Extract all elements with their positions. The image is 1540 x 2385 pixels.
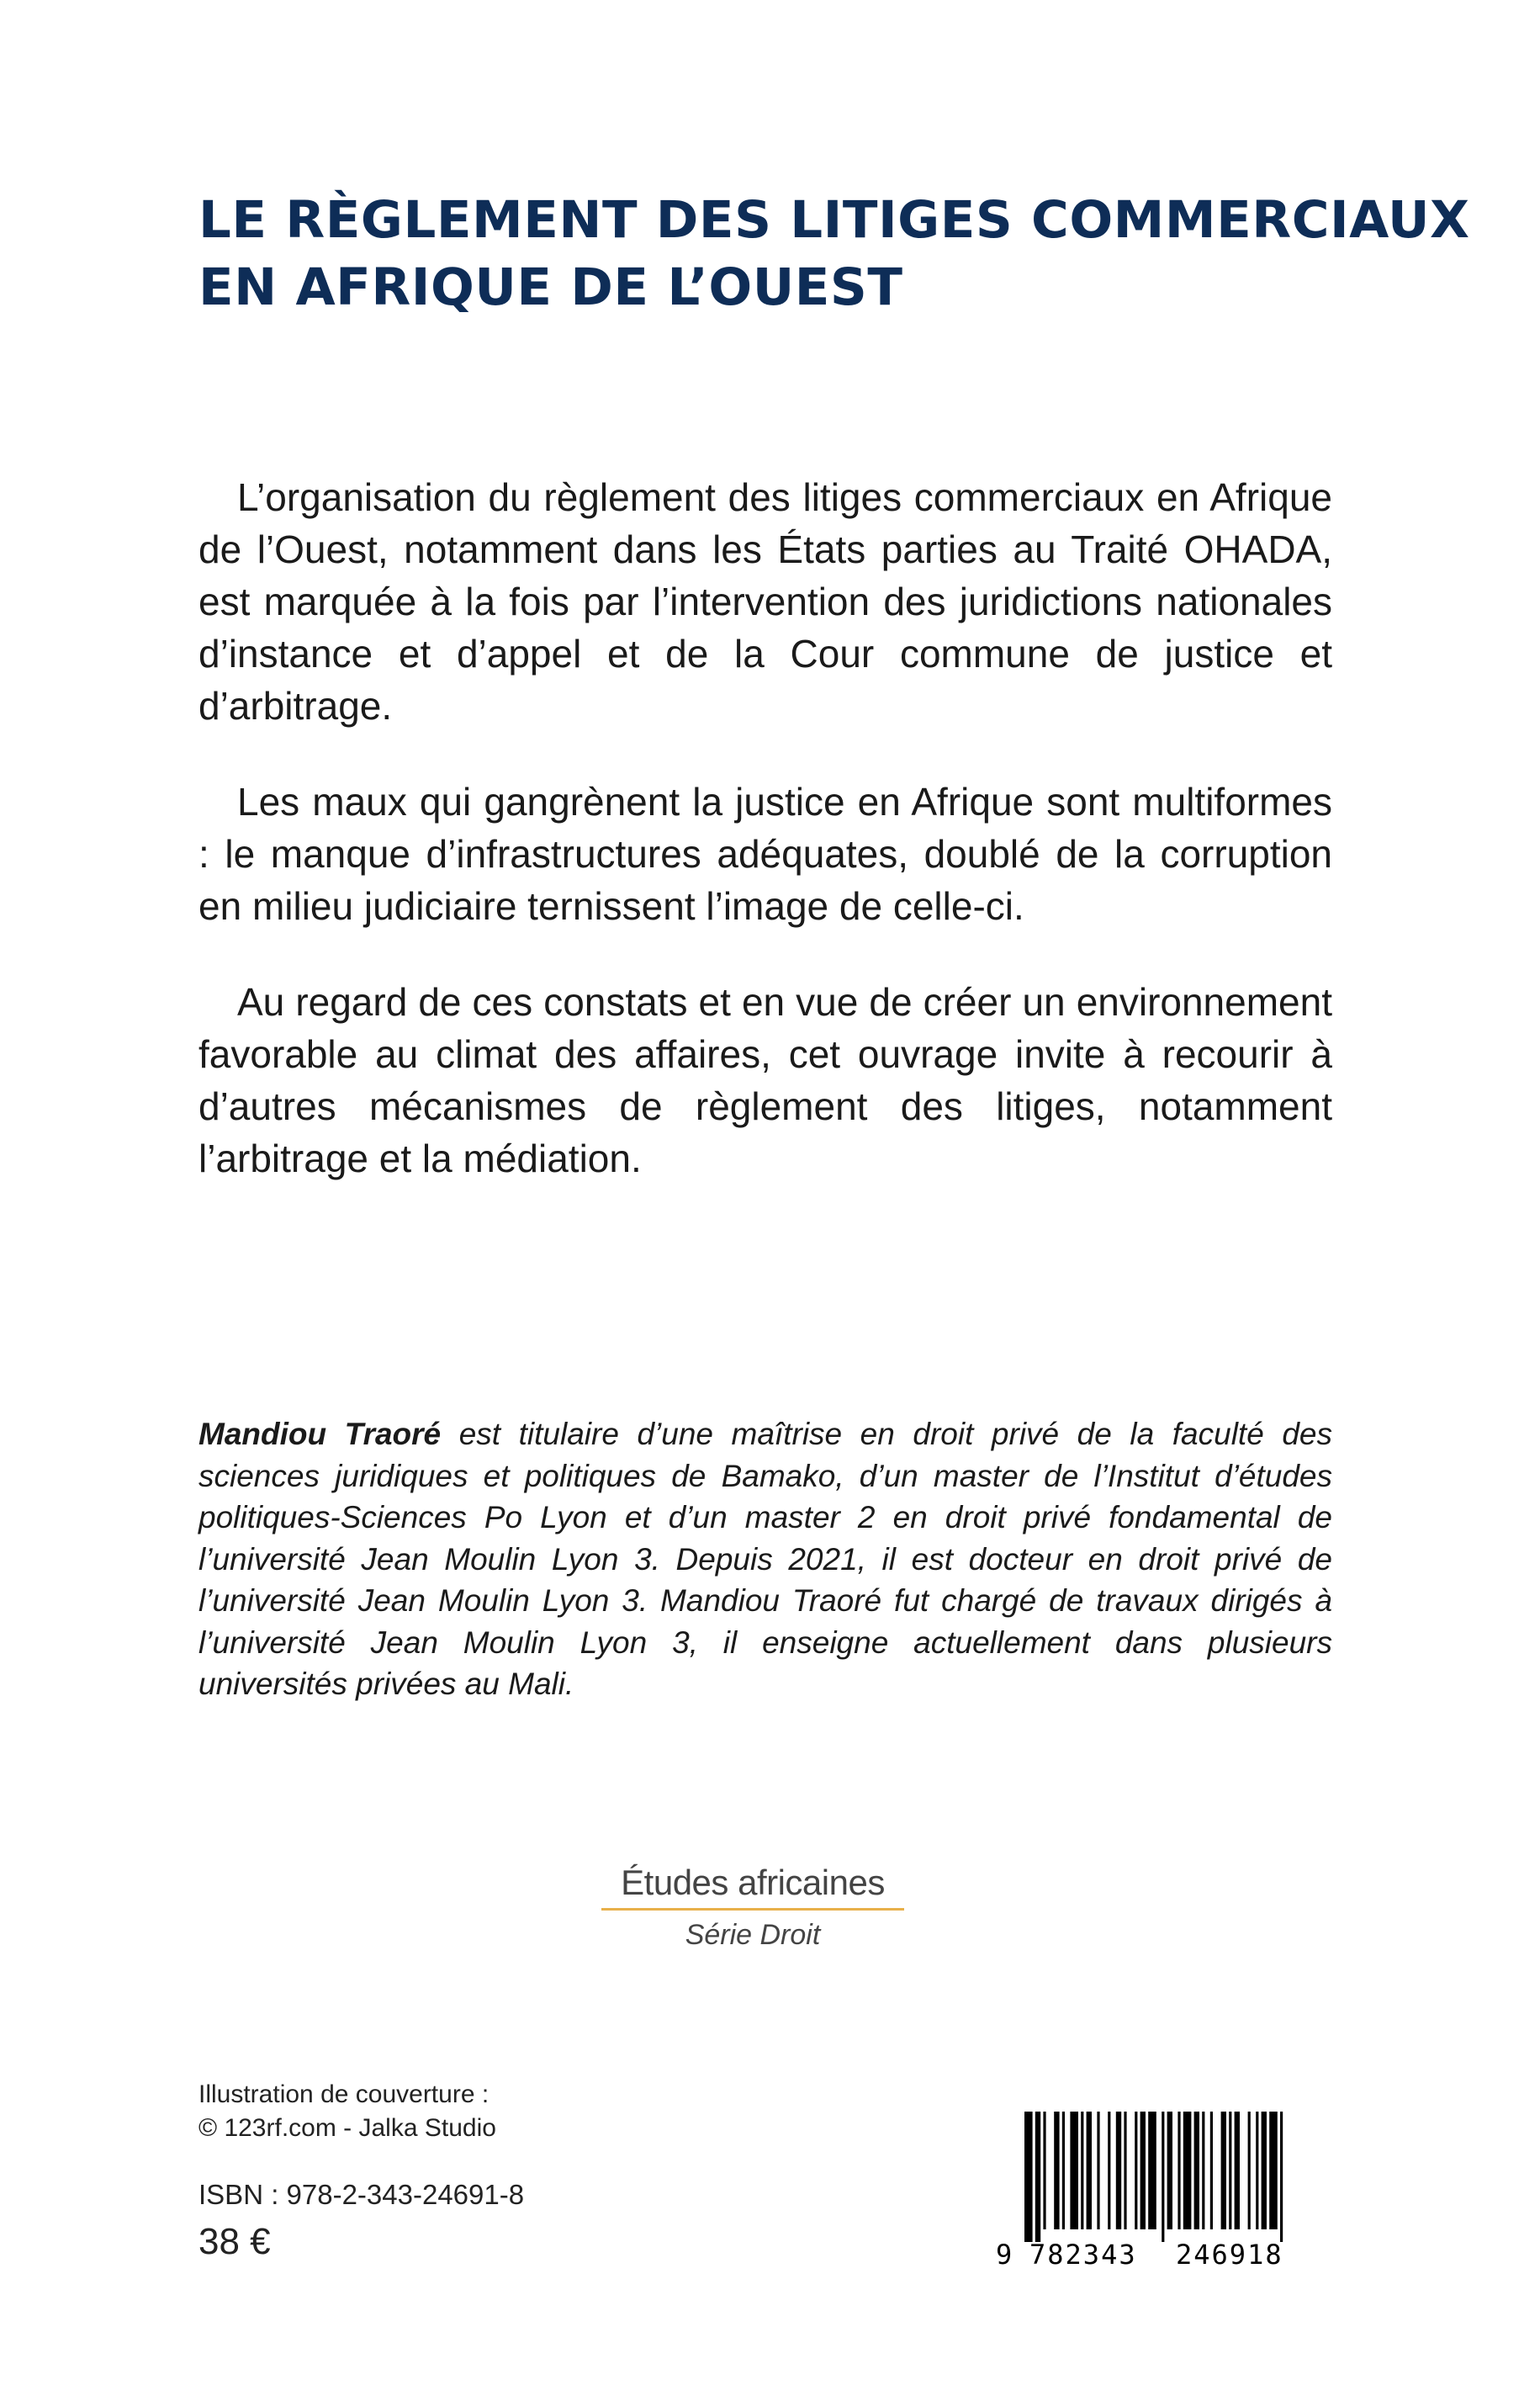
- summary-paragraph-1: L’organisation du règlement des litiges commerciaux en Afrique de l’Ouest, notamment dans les États parties au Traité OHADA, est marquée à la fois par l’intervention des juridictions nationales d’instance et d’appel et de la Cour commune de justice et d’arbitrage.: [198, 475, 1332, 728]
- barcode-lead-digit: 9: [996, 2239, 1014, 2271]
- series-logo: [601, 1859, 904, 1954]
- author-name: Mandiou Traoré: [198, 1417, 442, 1451]
- book-title: [198, 187, 1470, 321]
- summary-paragraph-3: Au regard de ces constats et en vue de créer un environnement favorable au climat des affaires, cet ouvrage invite à recourir à d’autres mécanismes de règlement des litiges, notamment l’arbitrage et la médiation.: [198, 980, 1332, 1180]
- series-name: Études africaines: [621, 1863, 885, 1902]
- cover-credit-source: © 123rf.com - Jalka Studio: [198, 2114, 496, 2142]
- barcode-group-2: 246918: [1176, 2239, 1283, 2271]
- cover-credit: [198, 2078, 496, 2145]
- cover-credit-label: Illustration de couverture :: [198, 2080, 490, 2108]
- book-title-line-2: EN AFRIQUE DE L’OUEST: [198, 257, 903, 317]
- author-bio-text: est titulaire d’une maîtrise en droit privé de la faculté des sciences juridiques et politiques de Bamako, d’un master de l’Institut d’études politiques-Sciences Po Lyon et d’un master 2 en droit privé fondamental de l’université Jean Moulin Lyon 3. Depuis 2021, il est docteur en droit privé de l’université Jean Moulin Lyon 3. Mandiou Traoré fut chargé de travaux dirigés à l’université Jean Moulin Lyon 3, il enseigne actuellement dans plusieurs universités privées au Mali.: [198, 1417, 1332, 1701]
- isbn: ISBN : 978-2-343-24691-8: [198, 2179, 525, 2210]
- summary: [198, 471, 1332, 1228]
- barcode-group-1: 782343: [1029, 2239, 1137, 2271]
- summary-paragraph-2: Les maux qui gangrènent la justice en Afrique sont multiformes : le manque d’infrastructures adéquates, doublé de la corruption en milieu judiciaire ternissent l’image de celle-ci.: [198, 780, 1332, 928]
- price: 38 €: [198, 2221, 271, 2262]
- barcode-bars-icon: [996, 2112, 1332, 2242]
- series-subtitle: Série Droit: [685, 1919, 821, 1951]
- series-rule: [601, 1908, 904, 1911]
- author-bio: [198, 1413, 1332, 1705]
- barcode: [996, 2112, 1332, 2271]
- book-title-line-1: LE RÈGLEMENT DES LITIGES COMMERCIAUX: [198, 190, 1470, 250]
